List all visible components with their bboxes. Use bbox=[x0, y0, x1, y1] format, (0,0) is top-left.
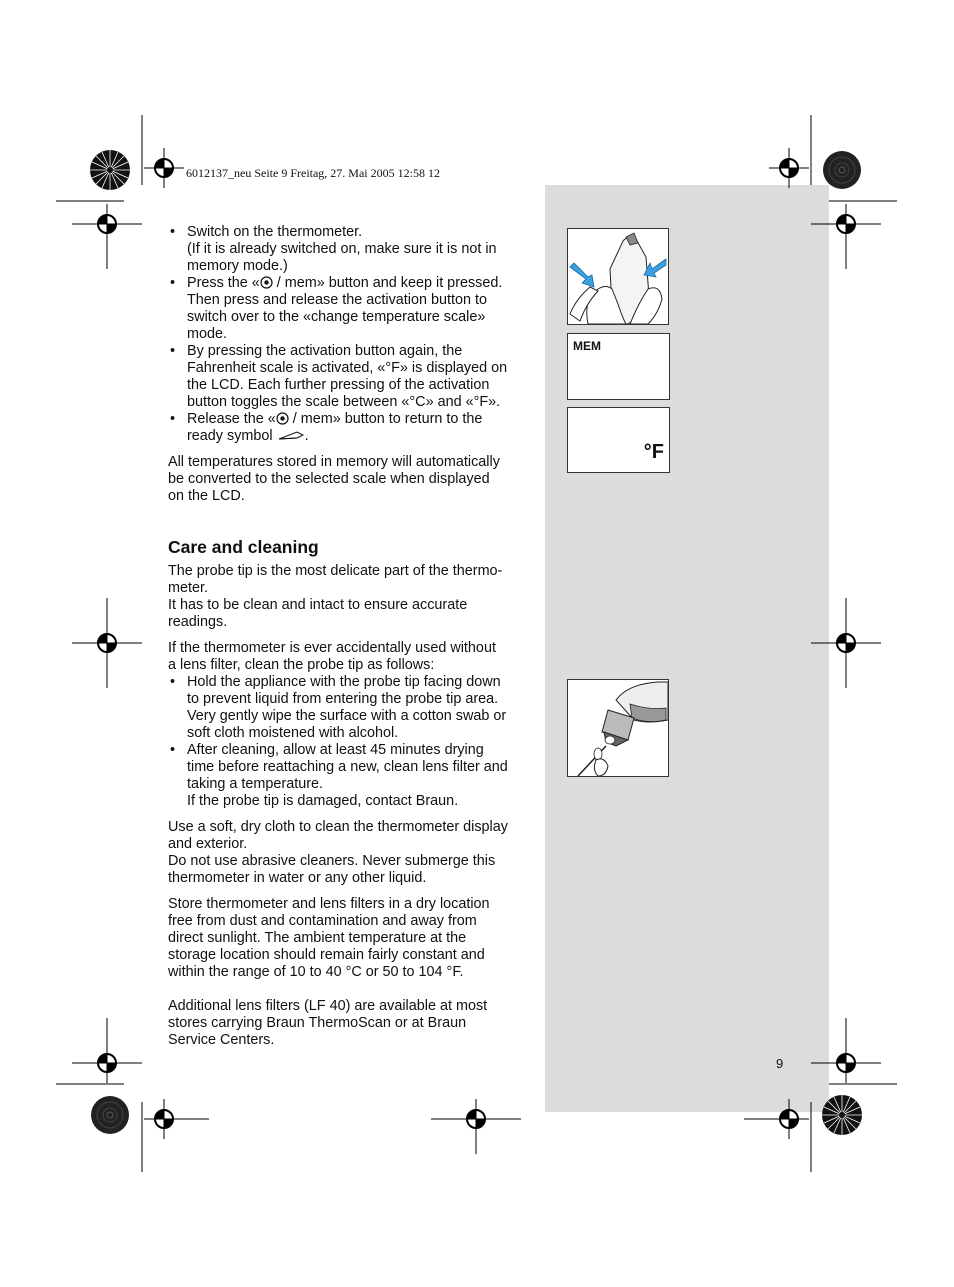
text-line: direct sunlight. The ambient temperature at the bbox=[168, 930, 467, 946]
fahrenheit-indicator: °F bbox=[643, 441, 664, 463]
text-line: Press the « bbox=[187, 275, 260, 291]
thermometer-buttons-illustration bbox=[567, 228, 669, 325]
text-line: taking a temperature. bbox=[187, 776, 323, 792]
list-item bbox=[168, 224, 524, 275]
print-slug: 6012137_neu Seite 9 Freitag, 27. Mai 2005 12:58 12 bbox=[186, 166, 440, 180]
text-line: If the thermometer is ever accidentally used without bbox=[168, 640, 496, 656]
text-line: be converted to the selected scale when displayed bbox=[168, 471, 490, 487]
target-button-icon bbox=[260, 276, 273, 289]
text-line: storage location should remain fairly constant and bbox=[168, 947, 485, 963]
text-line: time before reattaching a new, clean lens filter and bbox=[187, 759, 508, 775]
ready-symbol-icon bbox=[277, 428, 305, 442]
text-line: free from dust and contamination and away from bbox=[168, 913, 477, 929]
paragraph bbox=[168, 896, 524, 981]
mem-indicator: MEM bbox=[573, 339, 601, 353]
text-line: to prevent liquid from entering the probe tip area. bbox=[187, 691, 499, 707]
main-text bbox=[168, 224, 524, 1049]
text-line: The probe tip is the most delicate part of the thermo- bbox=[168, 563, 503, 579]
text-line: mode. bbox=[187, 326, 227, 342]
text-line: the LCD. Each further pressing of the activation bbox=[187, 377, 490, 393]
text-line: Store thermometer and lens filters in a dry location bbox=[168, 896, 490, 912]
list-item bbox=[168, 275, 524, 343]
cotton-swab-icon bbox=[568, 680, 668, 776]
text-line: It has to be clean and intact to ensure accurate bbox=[168, 597, 468, 613]
section-heading: Care and cleaning bbox=[168, 537, 319, 557]
text-line: soft cloth moistened with alcohol. bbox=[187, 725, 399, 741]
text-line: Use a soft, dry cloth to clean the thermometer display bbox=[168, 819, 508, 835]
lcd-mem-display bbox=[567, 333, 670, 400]
list-item bbox=[168, 674, 524, 742]
text-line: within the range of 10 to 40 °C or 50 to 104 °F. bbox=[168, 964, 464, 980]
text-line: Release the « bbox=[187, 411, 276, 427]
list-item bbox=[168, 343, 524, 411]
text-line: If the probe tip is damaged, contact Braun. bbox=[187, 793, 459, 809]
text-line: Then press and release the activation button to bbox=[187, 292, 487, 308]
text-line: Hold the appliance with the probe tip facing down bbox=[187, 674, 501, 690]
text-line: Very gently wipe the surface with a cotton swab or bbox=[187, 708, 507, 724]
text-line: / mem» button to return to the bbox=[288, 411, 483, 427]
text-line: Fahrenheit scale is activated, «°F» is displayed on bbox=[187, 360, 508, 376]
text-line: (If it is already switched on, make sure it is not in bbox=[187, 241, 497, 257]
page-number: 9 bbox=[776, 1056, 784, 1071]
paragraph bbox=[168, 454, 524, 505]
paragraph bbox=[168, 998, 524, 1049]
cleaning-steps-list bbox=[168, 674, 524, 810]
paragraph bbox=[168, 563, 524, 631]
text-line: ready symbol bbox=[187, 428, 273, 444]
text-line: Switch on the thermometer. bbox=[187, 224, 363, 240]
text-line: meter. bbox=[168, 580, 208, 596]
text-line: / mem» button and keep it pressed. bbox=[272, 275, 503, 291]
paragraph bbox=[168, 640, 524, 674]
list-item bbox=[168, 742, 524, 810]
text-line: Service Centers. bbox=[168, 1032, 275, 1048]
text-line: on the LCD. bbox=[168, 488, 245, 504]
text-line: stores carrying Braun ThermoScan or at Braun bbox=[168, 1015, 467, 1031]
text-line: Do not use abrasive cleaners. Never submerge this bbox=[168, 853, 496, 869]
hand-press-icon bbox=[568, 229, 668, 324]
target-button-icon bbox=[276, 412, 289, 425]
text-line: a lens filter, clean the probe tip as follows: bbox=[168, 657, 435, 673]
text-line: readings. bbox=[168, 614, 228, 630]
text-line: By pressing the activation button again, the bbox=[187, 343, 463, 359]
text-line: switch over to the «change temperature scale» bbox=[187, 309, 486, 325]
text-line: Additional lens filters (LF 40) are available at most bbox=[168, 998, 488, 1014]
text-line: After cleaning, allow at least 45 minutes drying bbox=[187, 742, 484, 758]
scale-steps-list bbox=[168, 224, 524, 445]
text-line: All temperatures stored in memory will automatically bbox=[168, 454, 500, 470]
text-line: button toggles the scale between «°C» and «°F». bbox=[187, 394, 501, 410]
paragraph bbox=[168, 819, 524, 887]
lcd-fahrenheit-display bbox=[567, 407, 670, 473]
text-line: memory mode.) bbox=[187, 258, 288, 274]
probe-cleaning-illustration bbox=[567, 679, 669, 777]
list-item bbox=[168, 411, 524, 445]
text-line: thermometer in water or any other liquid. bbox=[168, 870, 427, 886]
text-line: . bbox=[304, 428, 309, 444]
text-line: and exterior. bbox=[168, 836, 248, 852]
